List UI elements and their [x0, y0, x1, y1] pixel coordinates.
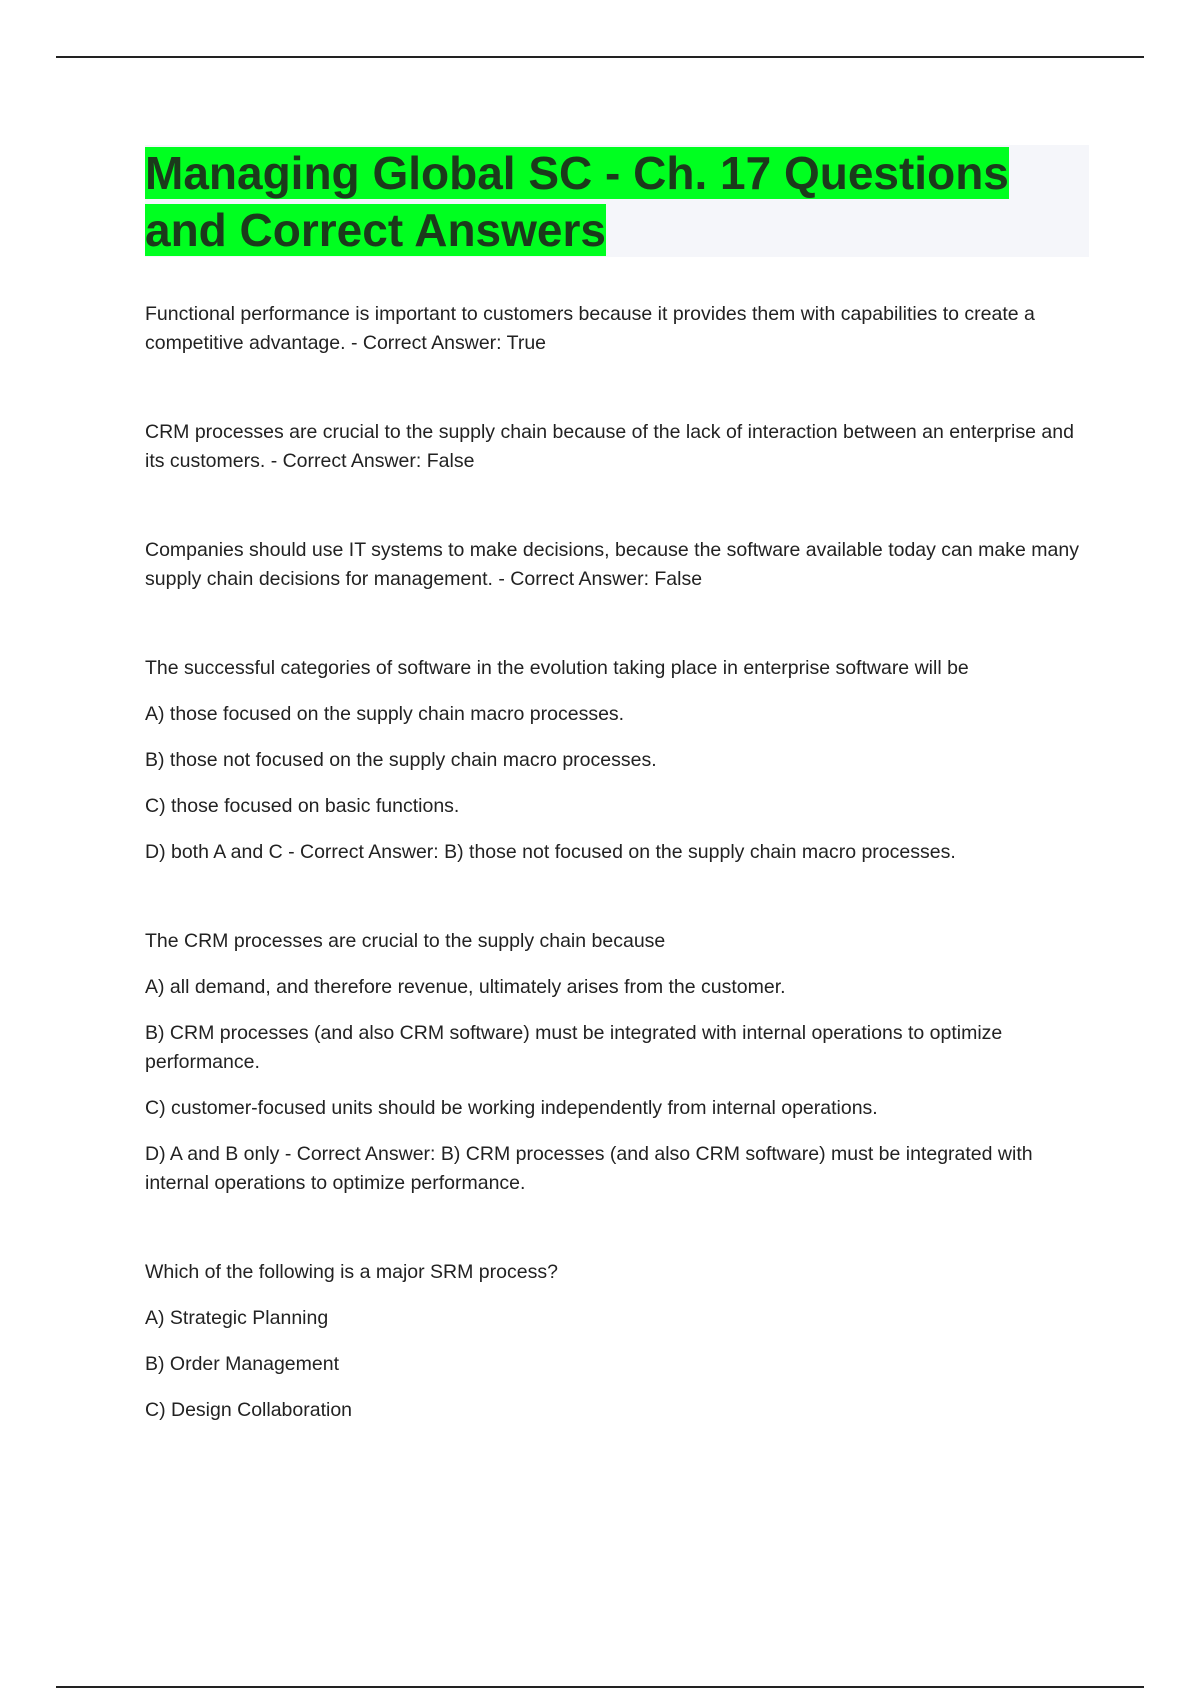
- question-text: The successful categories of software in the evolution taking place in enterprise software will be: [145, 657, 969, 679]
- question-text: CRM processes are crucial to the supply chain because of the lack of interaction between an enterprise and its customers. - Correct Answer: False: [145, 421, 1074, 472]
- bottom-rule: [56, 1686, 1144, 1688]
- qa-item-1: [145, 300, 1090, 358]
- answer-option-c: C) Design Collaboration: [145, 1399, 353, 1421]
- answer-option-a: A) those focused on the supply chain macro processes.: [145, 703, 625, 725]
- answer-option-b: B) CRM processes (and also CRM software) must be integrated with internal operations to optimize performance.: [145, 1022, 1003, 1073]
- question-list: [145, 300, 1090, 1485]
- answer-option-d: D) A and B only - Correct Answer: B) CRM processes (and also CRM software) must be integrated with internal operations to optimize performance.: [145, 1143, 1033, 1194]
- question-text: Which of the following is a major SRM process?: [145, 1261, 558, 1283]
- qa-item-4: [145, 654, 1090, 867]
- qa-item-3: [145, 536, 1090, 594]
- answer-option-b: B) Order Management: [145, 1353, 340, 1375]
- qa-item-2: [145, 418, 1090, 476]
- question-text: The CRM processes are crucial to the supply chain because: [145, 930, 666, 952]
- question-text: Functional performance is important to customers because it provides them with capabilities to create a competitive advantage. - Correct Answer: True: [145, 303, 1035, 354]
- qa-item-5: [145, 927, 1090, 1198]
- qa-item-6: [145, 1258, 1090, 1425]
- answer-option-c: C) those focused on basic functions.: [145, 795, 460, 817]
- title-block: [145, 145, 1089, 257]
- answer-option-d: D) both A and C - Correct Answer: B) those not focused on the supply chain macro processes.: [145, 841, 956, 863]
- answer-option-c: C) customer-focused units should be working independently from internal operations.: [145, 1097, 878, 1119]
- top-rule: [56, 56, 1144, 58]
- document-title: [145, 145, 1089, 259]
- document-title-text: Managing Global SC - Ch. 17 Questions and Correct Answers: [145, 147, 1009, 256]
- answer-option-a: A) Strategic Planning: [145, 1307, 329, 1329]
- question-text: Companies should use IT systems to make decisions, because the software available today can make many supply chain decisions for management. - Correct Answer: False: [145, 539, 1079, 590]
- answer-option-b: B) those not focused on the supply chain macro processes.: [145, 749, 657, 771]
- answer-option-a: A) all demand, and therefore revenue, ultimately arises from the customer.: [145, 976, 786, 998]
